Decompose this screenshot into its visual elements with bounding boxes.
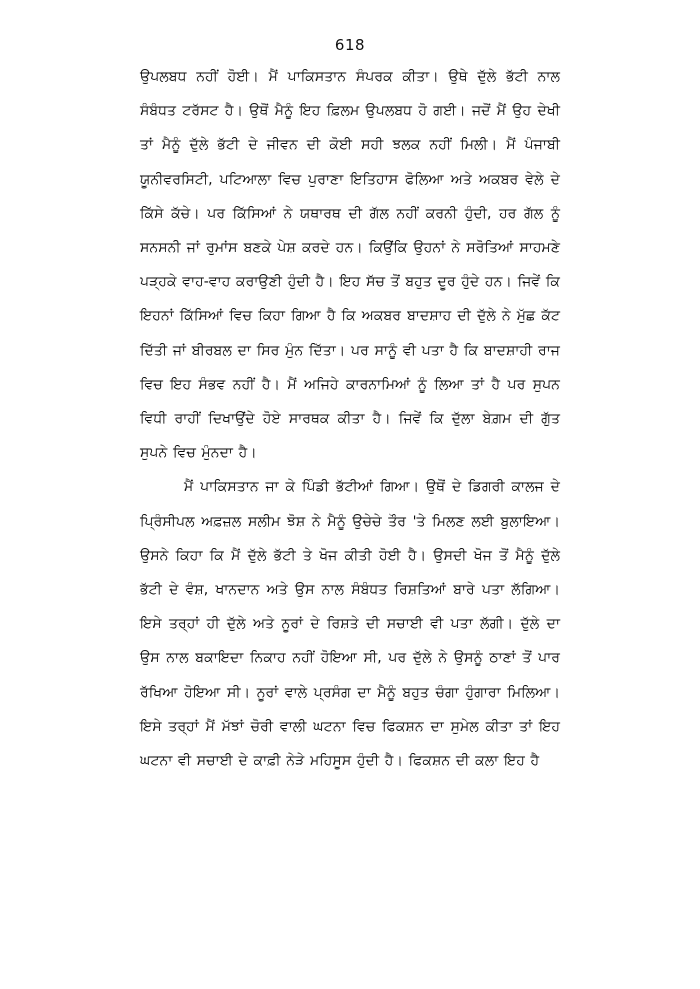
page-number: 618	[334, 36, 366, 54]
paragraph: ਮੈਂ ਪਾਕਿਸਤਾਨ ਜਾ ਕੇ ਪਿੰਡੀ ਭੱਟੀਆਂ ਗਿਆ। ਉਥੋਂ ਦੇ ਡਿਗਰੀ ਕਾਲਜ ਦੇ ਪ੍ਰਿੰਸੀਪਲ ਅਫ਼ਜ਼ਲ ਸਲੀਮ ਝੋਸ਼ ਨੇ ਮੈਨੂੰ ਉਚੇਚੇ ਤੌਰ 'ਤੇ ਮਿਲਣ ਲਈ ਬੁਲਾਇਆ। ਉਸਨੇ ਕਿਹਾ ਕਿ ਮੈਂ ਦੁੱਲੇ ਭੱਟੀ ਤੇ ਖੋਜ ਕੀਤੀ ਹੋਈ ਹੈ। ਉਸਦੀ ਖੋਜ ਤੋਂ ਮੈਨੂੰ ਦੁੱਲੇ ਭੱਟੀ ਦੇ ਵੰਸ਼, ਖਾਨਦਾਨ ਅਤੇ ਉਸ ਨਾਲ ਸੰਬੰਧਤ ਰਿਸ਼ਤਿਆਂ ਬਾਰੇ ਪਤਾ ਲੱਗਿਆ। ਇਸੇ ਤਰ੍ਹਾਂ ਹੀ ਦੁੱਲੇ ਅਤੇ ਨੂਰਾਂ ਦੇ ਰਿਸ਼ਤੇ ਦੀ ਸਚਾਈ ਵੀ ਪਤਾ ਲੱਗੀ। ਦੁੱਲੇ ਦਾ ਉਸ ਨਾਲ ਬਕਾਇਦਾ ਨਿਕਾਹ ਨਹੀਂ ਹੋਇਆ ਸੀ, ਪਰ ਦੁੱਲੇ ਨੇ ਉਸਨੂੰ ਠਾਣਾਂ ਤੋਂ ਪਾਰ ਰੱਖਿਆ ਹੋਇਆ ਸੀ। ਨੂਰਾਂ ਵਾਲੇ ਪ੍ਰਸੰਗ ਦਾ ਮੈਨੂੰ ਬਹੁਤ ਚੰਗਾ ਹੁੰਗਾਰਾ ਮਿਲਿਆ। ਇਸੇ ਤਰ੍ਹਾਂ ਮੈਂ ਮੱਝਾਂ ਚੋਰੀ ਵਾਲੀ ਘਟਨਾ ਵਿਚ ਫਿਕਸ਼ਨ ਦਾ ਸੁਮੇਲ ਕੀਤਾ ਤਾਂ ਇਹ ਘਟਨਾ ਵੀ ਸਚਾਈ ਦੇ ਕਾਫ਼ੀ ਨੇੜੇ ਮਹਿਸੂਸ ਹੁੰਦੀ ਹੈ। ਫਿਕਸ਼ਨ ਦੀ ਕਲਾ ਇਹ ਹੈ	[140, 479, 566, 770]
page-body	[140, 60, 566, 778]
paragraph: ਉਪਲਬਧ ਨਹੀਂ ਹੋਈ। ਮੈਂ ਪਾਕਿਸਤਾਨ ਸੰਪਰਕ ਕੀਤਾ। ਉਥੇ ਦੁੱਲੇ ਭੱਟੀ ਨਾਲ ਸੰਬੰਧਤ ਟਰੱਸਟ ਹੈ। ਉਥੋਂ ਮੈਨੂੰ ਇਹ ਫ਼ਿਲਮ ਉਪਲਬਧ ਹੋ ਗਈ। ਜਦੋਂ ਮੈਂ ਉਹ ਦੇਖੀ ਤਾਂ ਮੈਨੂੰ ਦੁੱਲੇ ਭੱਟੀ ਦੇ ਜੀਵਨ ਦੀ ਕੋਈ ਸਹੀ ਝਲਕ ਨਹੀਂ ਮਿਲੀ। ਮੈਂ ਪੰਜਾਬੀ ਯੂਨੀਵਰਸਿਟੀ, ਪਟਿਆਲਾ ਵਿਚ ਪੁਰਾਣਾ ਇਤਿਹਾਸ ਫੋਲਿਆ ਅਤੇ ਅਕਬਰ ਵੇਲੇ ਦੇ ਕਿੱਸੇ ਕੱਚੇ। ਪਰ ਕਿੱਸਿਆਂ ਨੇ ਯਥਾਰਥ ਦੀ ਗੱਲ ਨਹੀਂ ਕਰਨੀ ਹੁੰਦੀ, ਹਰ ਗੱਲ ਨੂੰ ਸਨਸਨੀ ਜਾਂ ਰੁਮਾਂਸ ਬਣਕੇ ਪੇਸ਼ ਕਰਦੇ ਹਨ। ਕਿਉਂਕਿ ਉਹਨਾਂ ਨੇ ਸਰੋਤਿਆਂ ਸਾਹਮਣੇ ਪੜ੍ਹਕੇ ਵਾਹ-ਵਾਹ ਕਰਾਉਣੀ ਹੁੰਦੀ ਹੈ। ਇਹ ਸੱਚ ਤੋਂ ਬਹੁਤ ਦੂਰ ਹੁੰਦੇ ਹਨ। ਜਿਵੇਂ ਕਿ ਇਹਨਾਂ ਕਿੱਸਿਆਂ ਵਿਚ ਕਿਹਾ ਗਿਆ ਹੈ ਕਿ ਅਕਬਰ ਬਾਦਸ਼ਾਹ ਦੀ ਦੁੱਲੇ ਨੇ ਮੁੱਛ ਕੱਟ ਦਿੱਤੀ ਜਾਂ ਬੀਰਬਲ ਦਾ ਸਿਰ ਮੁੰਨ ਦਿੱਤਾ। ਪਰ ਸਾਨੂੰ ਵੀ ਪਤਾ ਹੈ ਕਿ ਬਾਦਸ਼ਾਹੀ ਰਾਜ ਵਿਚ ਇਹ ਸੰਭਵ ਨਹੀਂ ਹੈ। ਮੈਂ ਅਜਿਹੇ ਕਾਰਨਾਮਿਆਂ ਨੂੰ ਲਿਆ ਤਾਂ ਹੈ ਪਰ ਸੁਪਨ ਵਿਧੀ ਰਾਹੀਂ ਦਿਖਾਉਂਦੇ ਹੋਏ ਸਾਰਥਕ ਕੀਤਾ ਹੈ। ਜਿਵੇਂ ਕਿ ਦੁੱਲਾ ਬੇਗ਼ਮ ਦੀ ਗੁੱਤ ਸੁਪਨੇ ਵਿਚ ਮੁੰਨਦਾ ਹੈ।	[140, 69, 566, 462]
